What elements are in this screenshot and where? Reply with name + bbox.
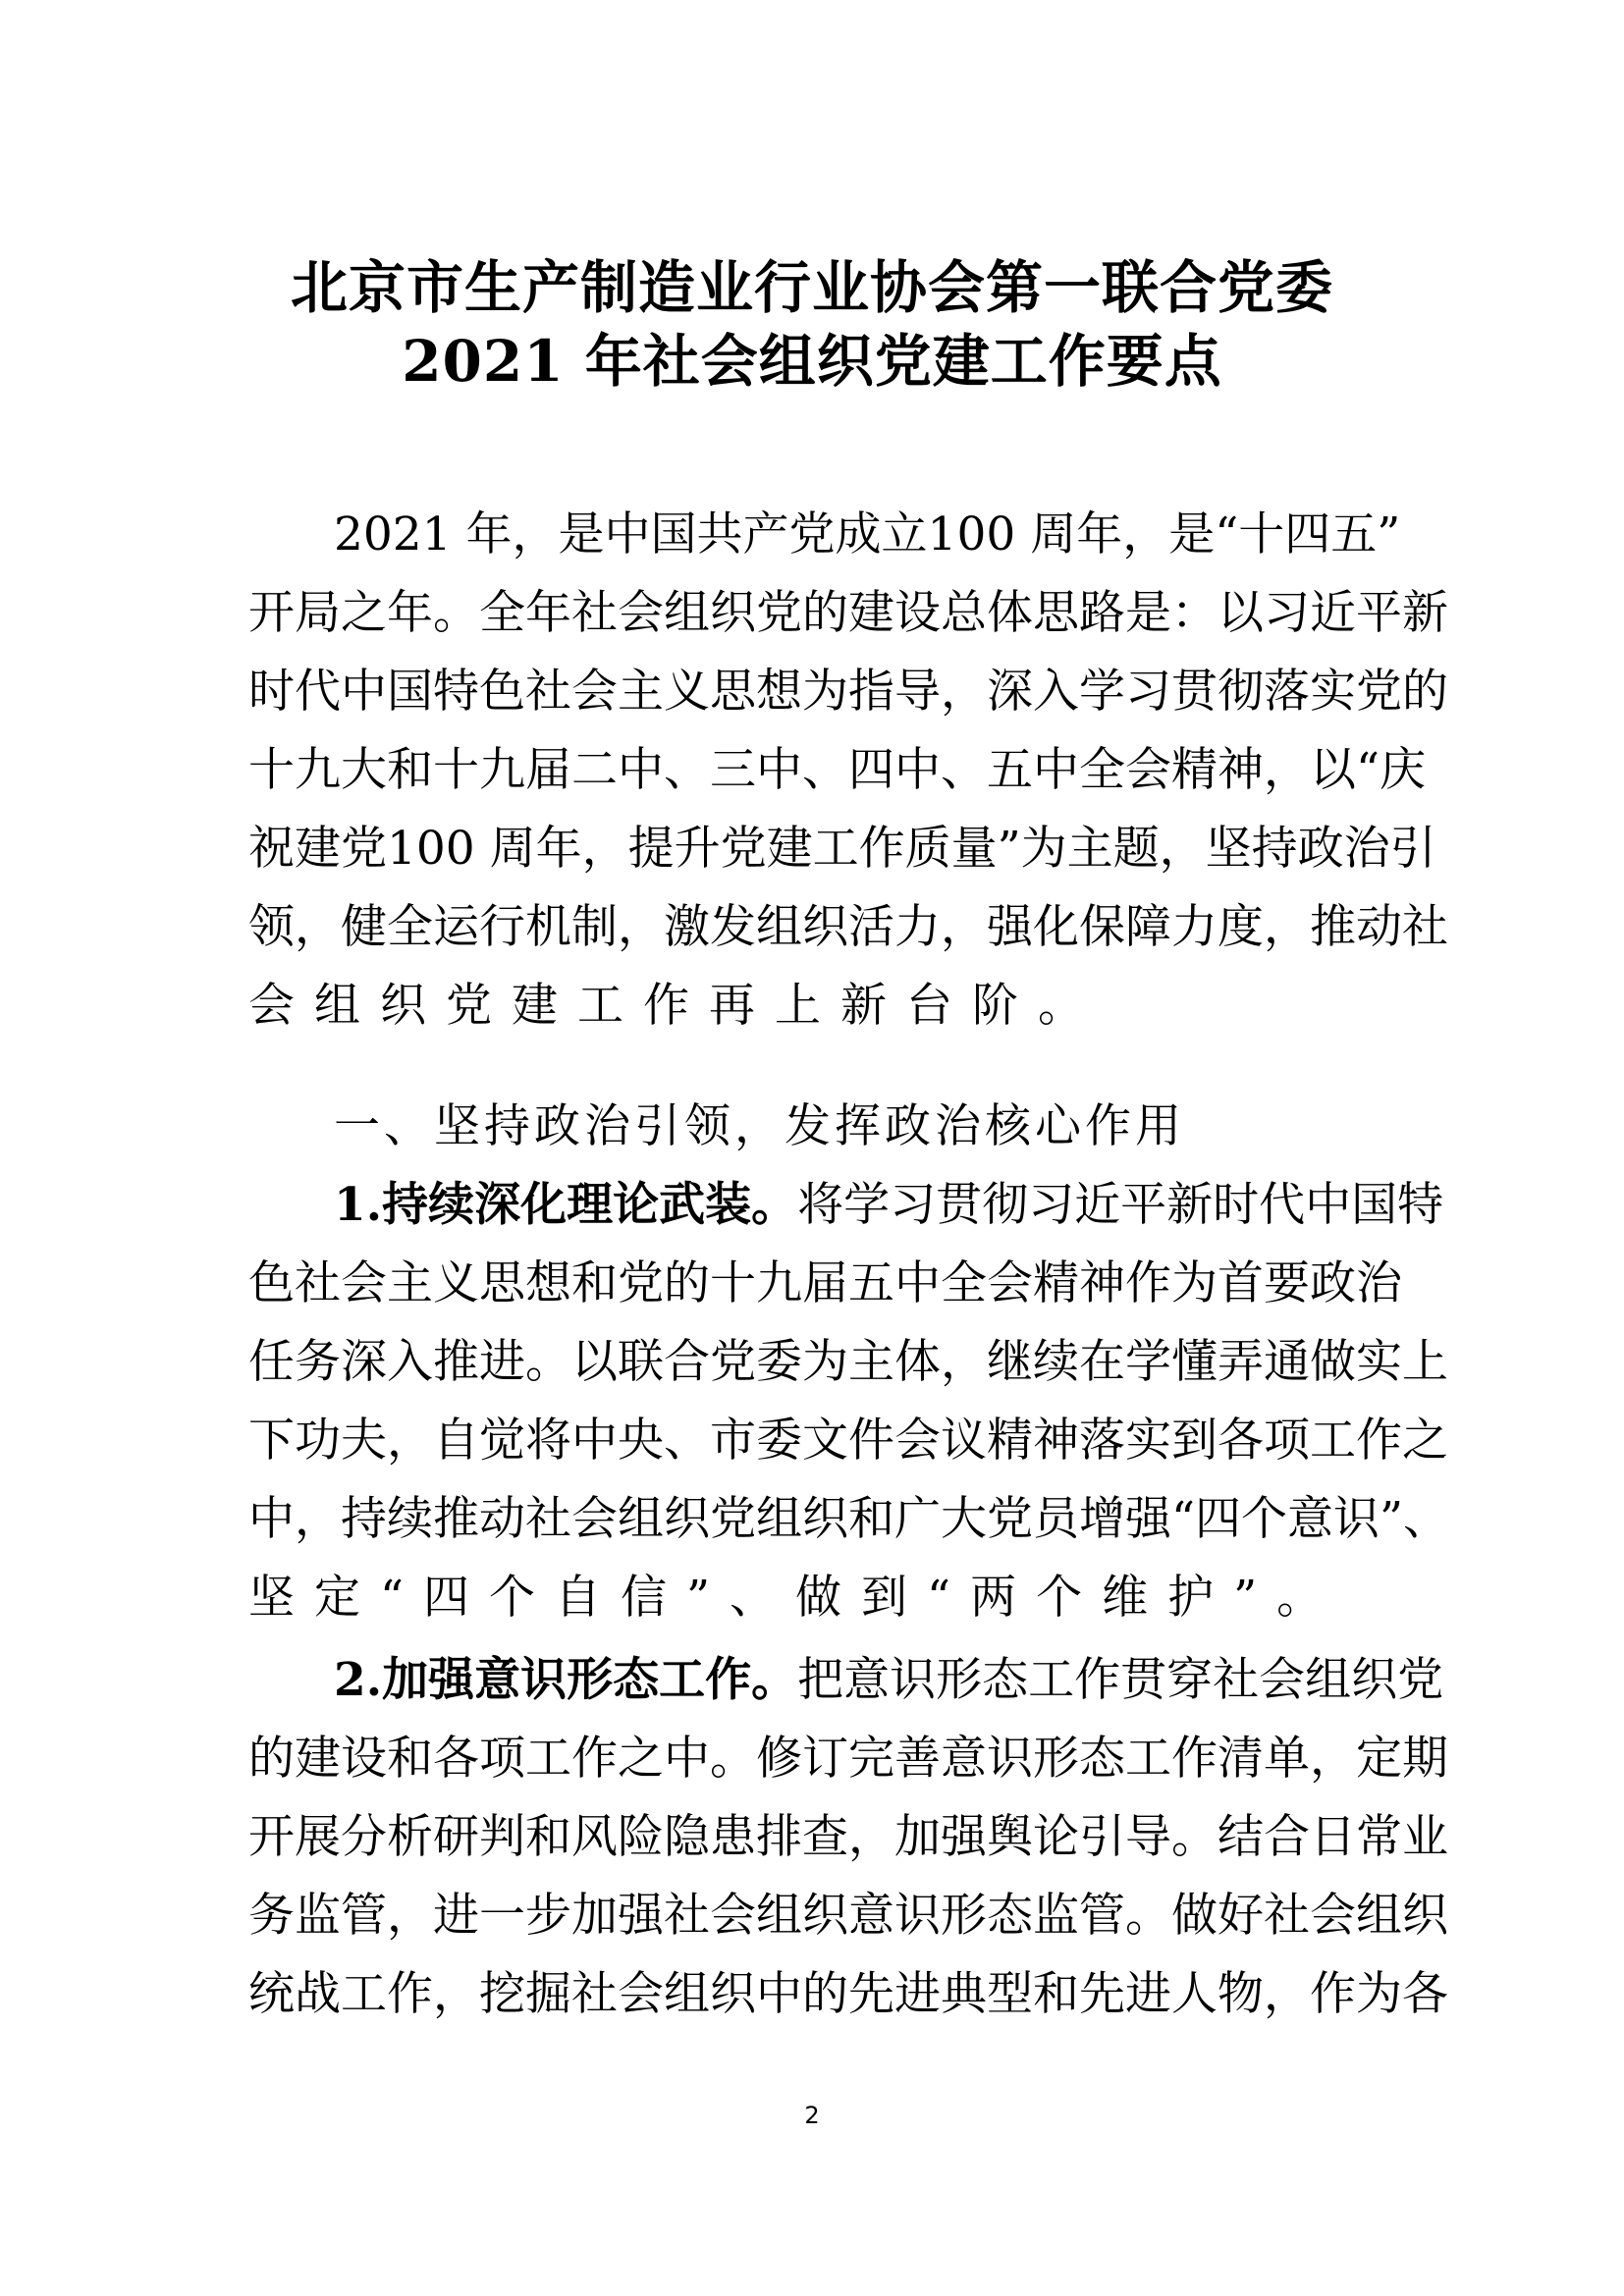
section-heading-text: 一、坚持政治引领，发挥政治核心作用: [334, 1099, 1185, 1153]
item-1-line-text: 坚定“四个自信”、做到“两个维护”。: [248, 1571, 1343, 1625]
intro-paragraph-line: [248, 977, 1378, 1036]
item-1-line: [248, 1333, 1448, 1392]
page-number: 2: [804, 2102, 820, 2129]
item-1-line: [248, 1412, 1448, 1470]
item-2-line-text: 务监管，进一步加强社会组织意识形态监管。做好社会组织: [248, 1889, 1448, 1943]
item-1-first-line-rest: 将学习贯彻习近平新时代中国特: [797, 1178, 1444, 1232]
item-2-lead: 2.加强意识形态工作。: [334, 1653, 798, 1707]
item-1-first-line-text: [334, 1176, 1444, 1235]
item-1-line-text: 任务深入推进。以联合党委为主体，继续在学懂弄通做实上: [248, 1335, 1448, 1389]
intro-paragraph-line: [248, 741, 1427, 800]
intro-line-text: 十九大和十九届二中、三中、四中、五中全会精神，以“庆: [248, 743, 1427, 797]
intro-paragraph-line: [248, 584, 1448, 643]
item-2-first-line-text: [334, 1651, 1444, 1710]
intro-line-text: 时代中国特色社会主义思想为指导，深入学习贯彻落实党的: [248, 665, 1448, 719]
item-2-line-text: 开展分析研判和风险隐患排查，加强舆论引导。结合日常业: [248, 1810, 1448, 1864]
intro-line-text: 领，健全运行机制，激发组织活力，强化保障力度，推动社: [248, 900, 1448, 954]
item-1-line: [248, 1569, 1378, 1628]
item-2-line: [248, 1887, 1448, 1946]
item-1-line-text: 下功夫，自觉将中央、市委文件会议精神落实到各项工作之: [248, 1414, 1448, 1468]
item-2-line-text: 统战工作，挖掘社会组织中的先进典型和先进人物，作为各: [248, 1967, 1448, 2021]
item-2-line: [248, 1965, 1448, 2024]
intro-line-text: 会组织党建工作再上新台阶。: [248, 979, 1104, 1033]
item-2-first-line: [334, 1651, 1444, 1710]
item-1-lead: 1.持续深化理论武装。: [334, 1178, 798, 1232]
item-2-line: [248, 1808, 1448, 1867]
document-title-line-2: 2021 年社会组织党建工作要点: [402, 328, 1222, 395]
item-1-line-text: 中，持续推动社会组织党组织和广大党员增强“四个意识”、: [248, 1492, 1450, 1546]
intro-paragraph-line: [248, 663, 1448, 721]
item-1-first-line: [334, 1176, 1444, 1235]
section-heading: [334, 1097, 1378, 1156]
item-1-line: [248, 1490, 1450, 1549]
document-title-line-1: 北京市生产制造业行业协会第一联合党委: [290, 254, 1333, 321]
intro-paragraph-line: [334, 506, 1401, 564]
item-2-line: [248, 1730, 1448, 1789]
item-1-line: [248, 1255, 1402, 1313]
intro-line-text: 祝建党100 周年，提升党建工作质量”为主题，坚持政治引: [248, 822, 1436, 876]
intro-paragraph-line: [248, 820, 1436, 879]
item-1-line-text: 色社会主义思想和党的十九届五中全会精神作为首要政治: [248, 1256, 1402, 1310]
intro-paragraph-line: [248, 898, 1448, 957]
intro-line-text: 开局之年。全年社会组织党的建设总体思路是：以习近平新: [248, 586, 1448, 640]
item-2-line-text: 的建设和各项工作之中。修订完善意识形态工作清单，定期: [248, 1732, 1448, 1786]
item-2-first-line-rest: 把意识形态工作贯穿社会组织党: [797, 1653, 1444, 1707]
intro-line-text: 2021 年，是中国共产党成立100 周年，是“十四五”: [334, 507, 1401, 561]
